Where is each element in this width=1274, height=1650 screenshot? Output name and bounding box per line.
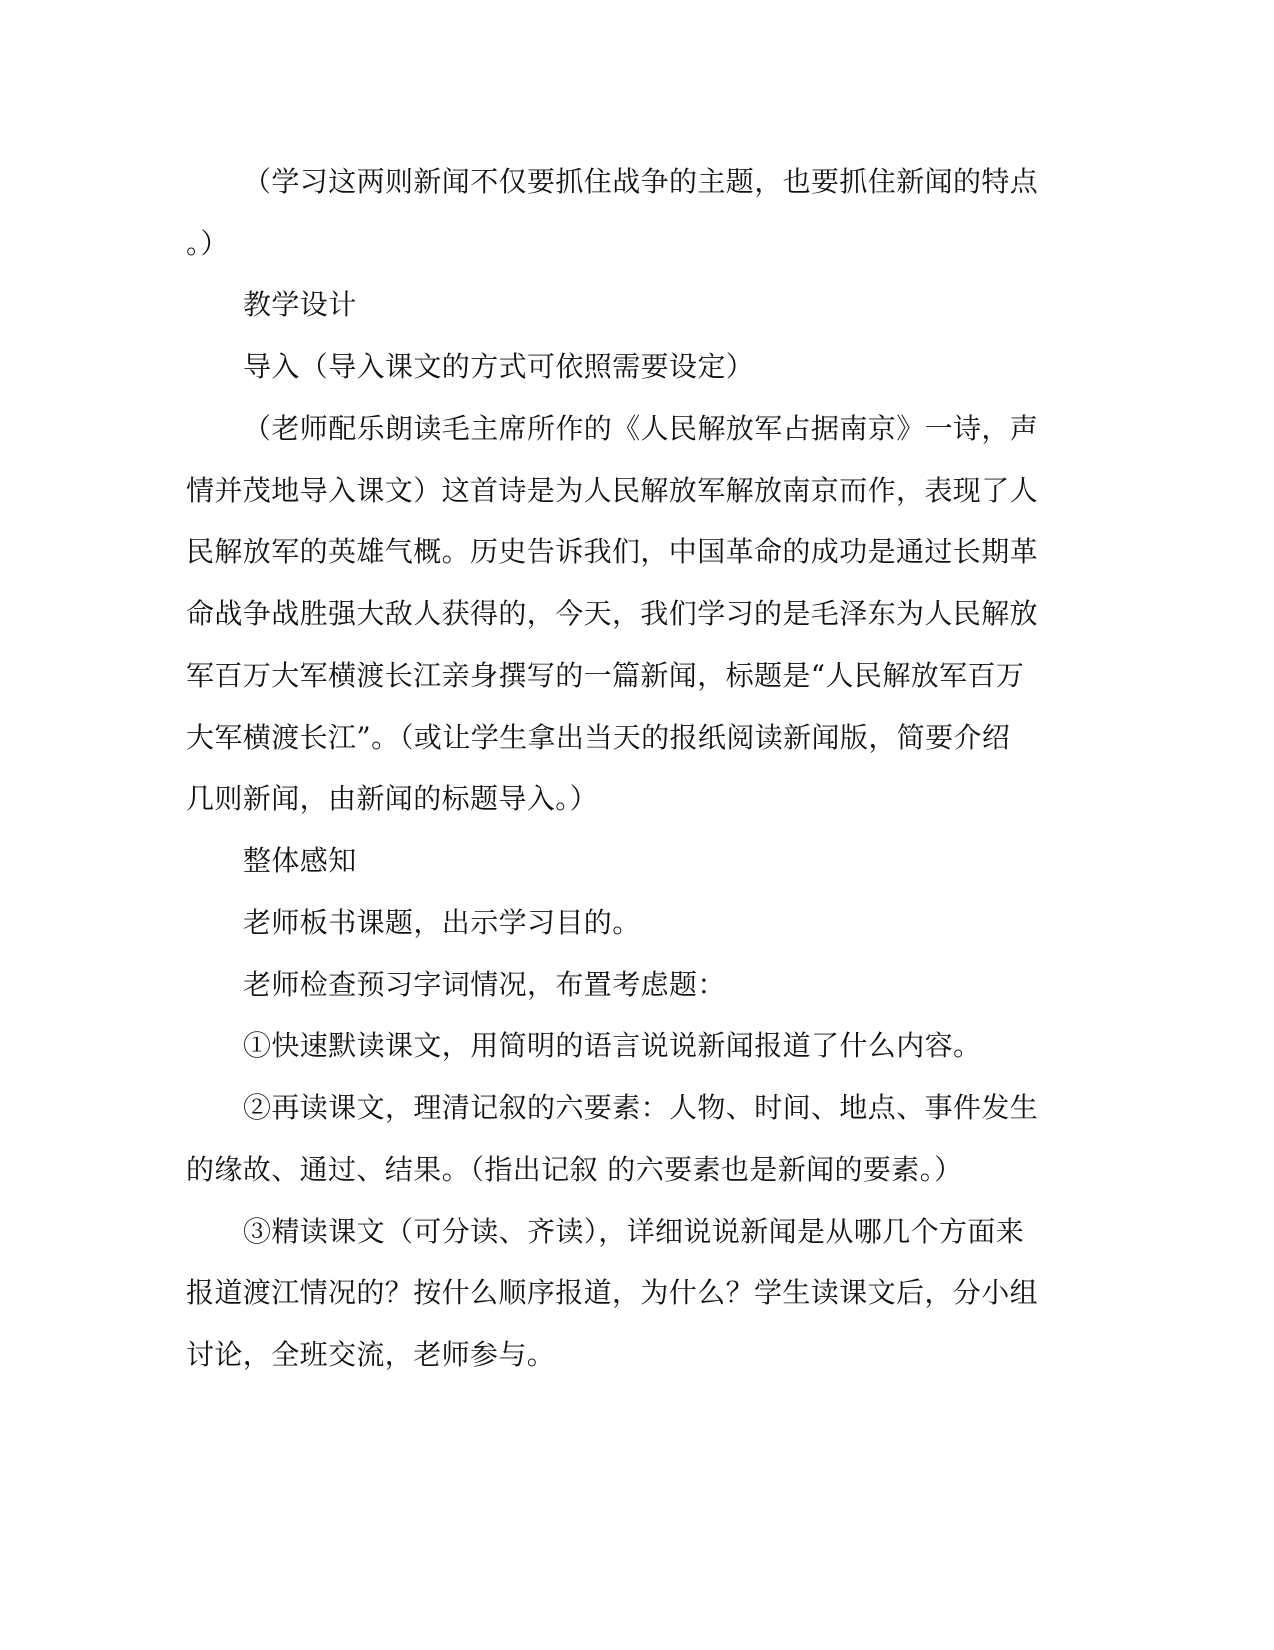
list-item-line: ③精读课文（可分读、齐读），详细说说新闻是从哪几个方面来 <box>243 1215 1025 1248</box>
section-heading: 整体感知 <box>243 844 357 877</box>
paragraph-line: （老师配乐朗读毛主席所作的《人民解放军占据南京》一诗，声 <box>243 412 1039 445</box>
list-item-line: ①快速默读课文，用简明的语言说说新闻报道了什么内容。 <box>243 1029 982 1062</box>
paragraph-line: 情并茂地导入课文）这首诗是为人民解放军解放南京而作，表现了人 <box>186 474 1039 507</box>
paragraph-line: 大军横渡长江”。（或让学生拿出当天的报纸阅读新闻版，简要介绍 <box>186 721 1011 754</box>
section-heading: 教学设计 <box>243 288 357 321</box>
paragraph-line: 军百万大军横渡长江亲身撰写的一篇新闻，标题是“人民解放军百万 <box>186 659 1025 692</box>
section-heading: 导入（导入课文的方式可依照需要设定） <box>243 350 755 383</box>
paragraph-line: 。） <box>186 227 229 260</box>
paragraph-line: 老师检查预习字词情况，布置考虑题： <box>243 968 726 1001</box>
list-item-line: 报道渡江情况的？按什么顺序报道，为什么？学生读课文后，分小组 <box>186 1276 1039 1309</box>
paragraph-line: 民解放军的英雄气概。历史告诉我们，中国革命的成功是通过长期革 <box>186 535 1039 568</box>
list-item-line: ②再读课文，理清记叙的六要素：人物、时间、地点、事件发生 <box>243 1091 1039 1124</box>
paragraph-line: 老师板书课题，出示学习目的。 <box>243 906 641 939</box>
paragraph-line: （学习这两则新闻不仅要抓住战争的主题，也要抓住新闻的特点 <box>243 165 1039 198</box>
paragraph-line: 几则新闻，由新闻的标题导入。） <box>186 782 599 815</box>
list-item-line: 讨论，全班交流，老师参与。 <box>186 1338 556 1371</box>
list-item-line: 的缘故、通过、结果。（指出记叙 的六要素也是新闻的要素。） <box>186 1153 963 1186</box>
paragraph-line: 命战争战胜强大敌人获得的，今天，我们学习的是毛泽东为人民解放 <box>186 597 1039 630</box>
